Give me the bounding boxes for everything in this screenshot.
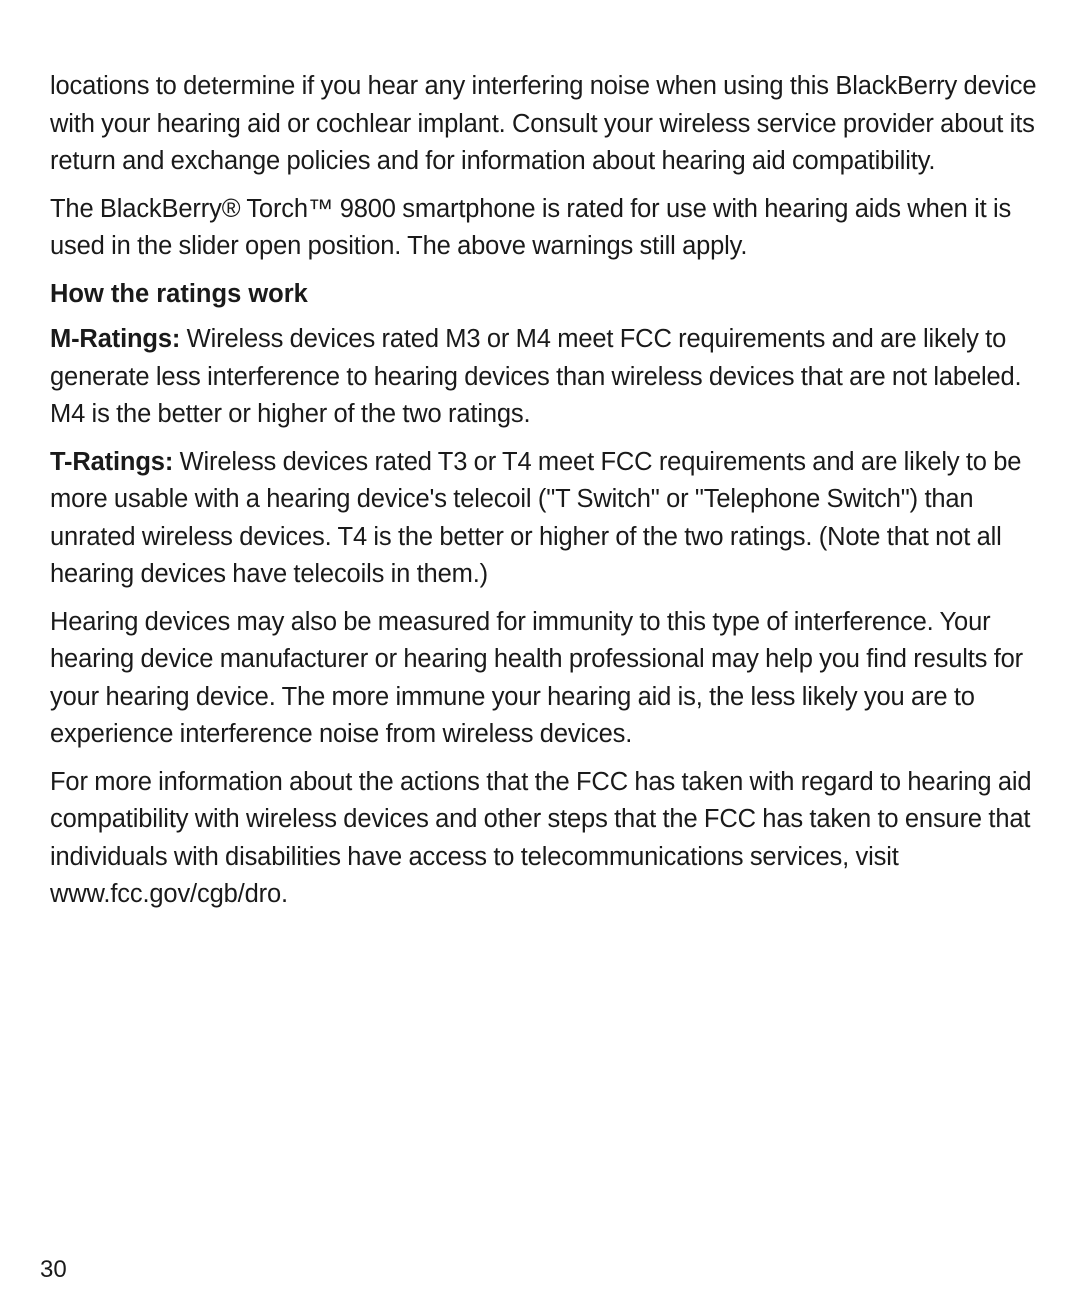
m-ratings-text: Wireless devices rated M3 or M4 meet FCC requirements and are likely to generate less interference to hearing devices than wireless devices that are not labeled. M4 is the better or higher of the two ratings. (50, 325, 1022, 428)
page-number: 30 (40, 1256, 67, 1283)
document-page (50, 68, 1045, 924)
paragraph-more-info: For more information about the actions that the FCC has taken with regard to hearing aid compatibility with wireless devices and other steps that the FCC has taken to ensure that individuals with disabilities have access to telecommunications services, visit www.fcc.gov/cgb/dro. (50, 767, 1032, 908)
paragraph-m-ratings (50, 321, 1045, 434)
t-ratings-text: Wireless devices rated T3 or T4 meet FCC requirements and are likely to be more usable with a hearing device's telecoil ("T Switch" or "Telephone Switch") than unrated wireless devices. T4 is the better or higher of the two ratings. (Note that not all hearing devices have telecoils in them.) (50, 447, 1022, 588)
paragraph-t-ratings (50, 444, 1045, 594)
paragraph-hearing-aid-testing: locations to determine if you hear any interfering noise when using this BlackBerry device with your hearing aid or cochlear implant. Consult your wireless service provider about its return and exchange policies and for information about hearing aid compatibility. (50, 72, 1037, 175)
paragraph-torch-rating: The BlackBerry® Torch™ 9800 smartphone is rated for use with hearing aids when it is used in the slider open position. The above warnings still apply. (50, 194, 1012, 260)
m-ratings-label: M-Ratings: (50, 325, 181, 353)
section-heading: How the ratings work (50, 279, 308, 308)
t-ratings-label: T-Ratings: (50, 447, 174, 476)
paragraph-immunity: Hearing devices may also be measured for immunity to this type of interference. Your hearing device manufacturer or hearing health professional may help you find results for your hearing device. The more immune your hearing aid is, the less likely you are to experience interference noise from wireless devices. (50, 607, 1024, 748)
